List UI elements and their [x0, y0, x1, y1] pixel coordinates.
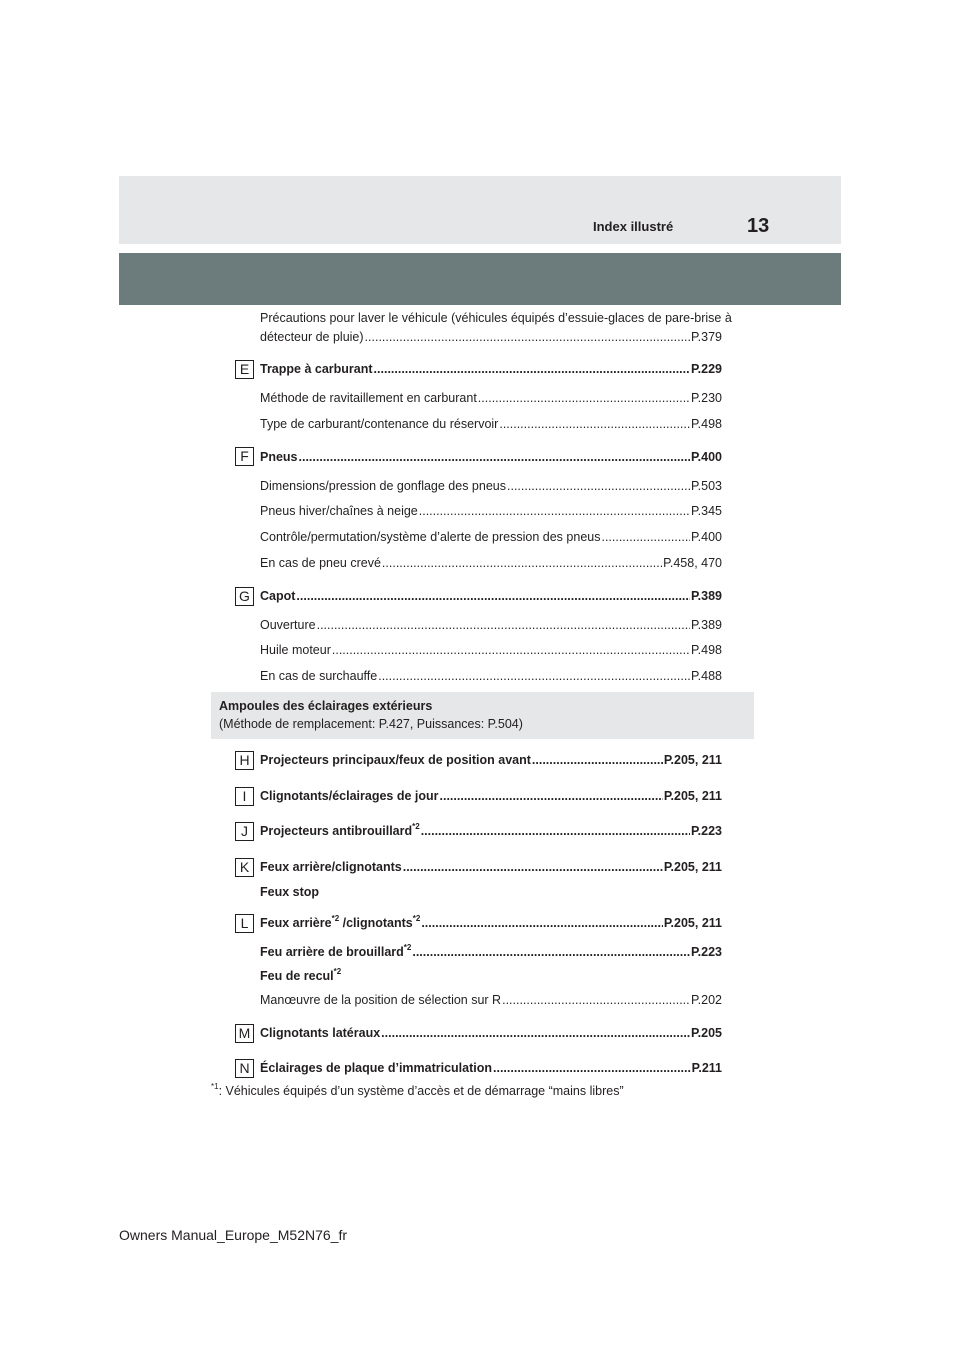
callout-letter-j: J — [235, 822, 254, 841]
callout-letter-f: F — [235, 447, 254, 466]
index-entry-rear-lights[interactable]: Feux arrière/clignotants ..... P.205, 211 — [260, 858, 722, 876]
index-entry-license-plate-lights[interactable]: Éclairages de plaque d’immatriculation ..... P.211 — [260, 1059, 722, 1077]
index-entry[interactable]: Contrôle/permutation/système d’alerte de pression des pneus ..... P.400 — [260, 528, 722, 546]
index-entry-fuel-door[interactable]: Trappe à carburant ..... P.229 — [260, 360, 722, 378]
callout-letter-n: N — [235, 1059, 254, 1078]
exterior-lights-box — [211, 692, 754, 739]
page-number: 13 — [747, 215, 770, 237]
callout-letter-g: G — [235, 587, 254, 606]
callout-letter-m: M — [235, 1024, 254, 1043]
index-entry-rear-fog-light[interactable]: Feu arrière de brouillard$^{*2}$ ..... P.223 — [260, 943, 722, 961]
box-subtitle: (Méthode de remplacement: P.427, Puissances: P.504) — [219, 717, 523, 731]
index-entry-hood[interactable]: Capot ..... P.389 — [260, 587, 722, 605]
index-entry[interactable]: Huile moteur ..... P.498 — [260, 641, 722, 659]
section-title: Index illustré — [593, 219, 674, 234]
index-entry-reverse-light: Feu de recul$^{*2}$ — [260, 967, 342, 983]
index-entry-side-turn-signals[interactable]: Clignotants latéraux ..... P.205 — [260, 1024, 722, 1042]
index-entry[interactable]: Manœuvre de la position de sélection sur R ..... P.202 — [260, 991, 722, 1009]
index-entry[interactable]: Dimensions/pression de gonflage des pneus ..... P.503 — [260, 477, 722, 495]
intro-line: Précautions pour laver le véhicule (véhicules équipés d’essuie-glaces de pare-brise à — [260, 311, 732, 325]
index-entry[interactable]: Méthode de ravitaillement en carburant ..... P.230 — [260, 389, 722, 407]
callout-letter-k: K — [235, 858, 254, 877]
index-entry-stop-lights: Feux stop — [260, 885, 320, 899]
index-entry[interactable]: En cas de surchauffe ..... P.488 — [260, 667, 722, 685]
index-entry-headlights[interactable]: Projecteurs principaux/feux de position avant ..... P.205, 211 — [260, 751, 722, 769]
index-entry[interactable]: détecteur de pluie) ..... P.379 — [260, 328, 722, 346]
callout-letter-i: I — [235, 787, 254, 806]
callout-letter-h: H — [235, 751, 254, 770]
footnote: $^{*1}$: Véhicules équipés d’un système d’accès et de démarrage “mains libres” — [211, 1082, 624, 1098]
index-entry-tires[interactable]: Pneus ..... P.400 — [260, 448, 722, 466]
index-entry[interactable]: Pneus hiver/chaînes à neige ..... P.345 — [260, 502, 722, 520]
callout-letter-l: L — [235, 914, 254, 933]
index-entry-tail-lights[interactable]: Feux arrière$^{*2}$ /clignotants$^{*2}$ ..... P.205, 211 — [260, 914, 722, 932]
index-entry[interactable]: Type de carburant/contenance du réservoir ..... P.498 — [260, 415, 722, 433]
index-entry[interactable]: En cas de pneu crevé ..... P.458, 470 — [260, 554, 722, 572]
box-title: Ampoules des éclairages extérieurs — [219, 699, 433, 713]
callout-letter-e: E — [235, 360, 254, 379]
footer-text: Owners Manual_Europe_M52N76_fr — [119, 1227, 348, 1243]
index-entry-turn-signals-drl[interactable]: Clignotants/éclairages de jour ..... P.205, 211 — [260, 787, 722, 805]
index-entry-fog-lights[interactable]: Projecteurs antibrouillard$^{*2}$ ..... P.223 — [260, 822, 722, 840]
index-entry[interactable]: Ouverture ..... P.389 — [260, 616, 722, 634]
